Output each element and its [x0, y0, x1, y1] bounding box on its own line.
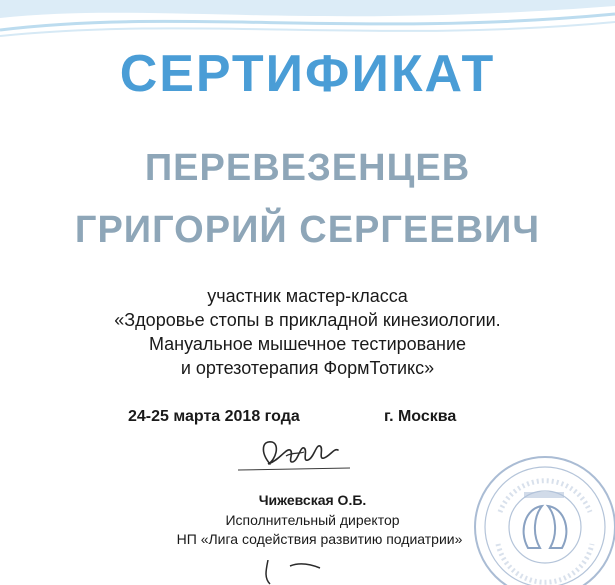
body-line-participant: участник мастер-класса: [207, 286, 408, 306]
recipient-surname: ПЕРЕВЕЗЕНЦЕВ: [144, 147, 471, 189]
certificate-body: [40, 284, 575, 380]
bottom-signature-fragment-icon: [250, 560, 340, 585]
certificate-title: СЕРТИФИКАТ: [119, 45, 496, 103]
signer-organization: НП «Лига содействия развитию подиатрии»: [176, 531, 463, 547]
recipient-given-names: ГРИГОРИЙ СЕРГЕЕВИЧ: [74, 209, 541, 251]
body-line-course-title-3: и ортезотерапия ФормТотикс»: [180, 358, 435, 378]
body-line-course-title-1: «Здоровье стопы в прикладной кинезиологии.: [114, 310, 501, 330]
event-date: 24-25 марта 2018 года: [128, 408, 300, 425]
event-city: г. Москва: [384, 408, 457, 425]
signature-icon: [230, 430, 360, 478]
signer-role: Исполнительный директор: [225, 512, 400, 528]
organization-stamp-icon: [470, 452, 615, 585]
body-line-course-title-2: Мануальное мышечное тестирование: [148, 334, 467, 354]
signer-name: Чижевская О.Б.: [258, 492, 367, 508]
